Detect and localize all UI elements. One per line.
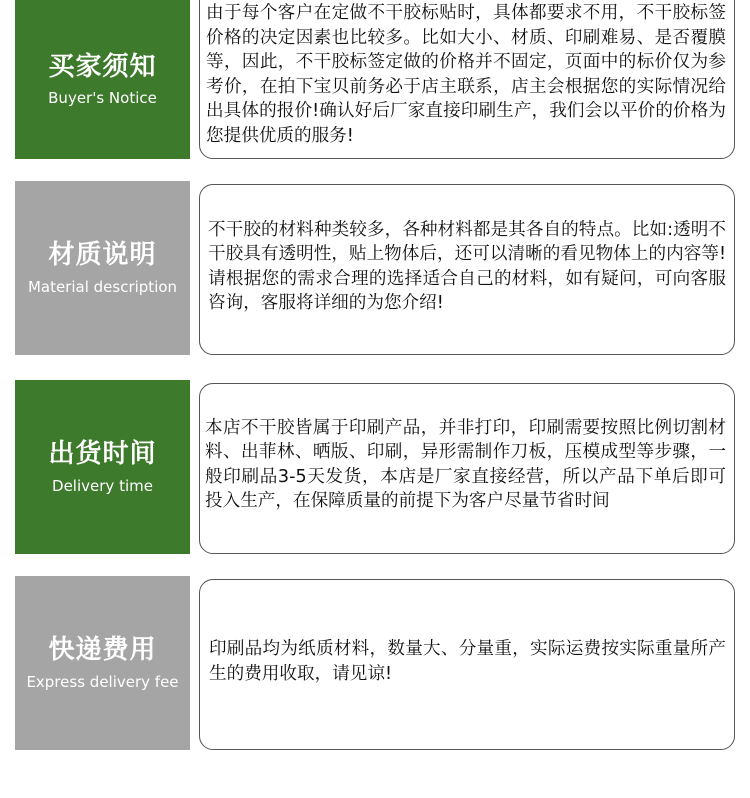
material-description-text-box — [199, 184, 735, 355]
express-fee-text-box — [199, 579, 735, 750]
delivery-time-title-cn: 出货时间 — [48, 439, 157, 470]
express-fee-title-en: Express delivery fee — [26, 672, 179, 691]
buyers-notice-text-box — [199, 0, 735, 159]
express-fee-label — [15, 576, 190, 750]
express-fee-text: 印刷品均为纸质材料，数量大、分量重，实际运费按实际重量所产生的费用收取，请见谅! — [209, 639, 726, 684]
buyers-notice-title-en: Buyer's Notice — [48, 89, 157, 108]
material-description-title-cn: 材质说明 — [48, 240, 157, 271]
express-fee-title-cn: 快递费用 — [48, 635, 157, 666]
buyers-notice-label — [15, 0, 190, 159]
material-description-title-en: Material description — [27, 277, 178, 296]
delivery-time-text-box — [199, 383, 735, 554]
buyers-notice-text: 由于每个客户在定做不干胶标贴时，具体都要求不用，不干胶标签价格的决定因素也比较多。比如大小、材质、印刷难易、是否覆膜等，因此，不干胶标签定做的价格并不固定，页面中的标价仅为参考价，在拍下宝贝前务必于店主联系，店主会根据您的实际情况给出具体的报价!确认好后厂家直接印刷生产，我们会以平价的价格为您提供优质的服务! — [206, 3, 726, 146]
buyers-notice-title-cn: 买家须知 — [48, 51, 157, 82]
delivery-time-text: 本店不干胶皆属于印刷产品，并非打印，印刷需要按照比例切割材料、出菲林、晒版、印刷，异形需制作刀板，压模成型等步骤，一般印刷品3-5天发货，本店是厂家直接经营，所以产品下单后即可投入生产，在保障质量的前提下为客户尽量节省时间 — [205, 417, 726, 511]
delivery-time-label — [15, 380, 190, 554]
delivery-time-title-en: Delivery time — [52, 476, 153, 495]
material-description-label — [15, 181, 190, 355]
material-description-text: 不干胶的材料种类较多，各种材料都是其各自的特点。比如:透明不干胶具有透明性，贴上物体后，还可以清晰的看见物体上的内容等!请根据您的需求合理的选择适合自己的材料，如有疑问，可向客服咨询，客服将详细的为您介绍! — [208, 219, 726, 313]
